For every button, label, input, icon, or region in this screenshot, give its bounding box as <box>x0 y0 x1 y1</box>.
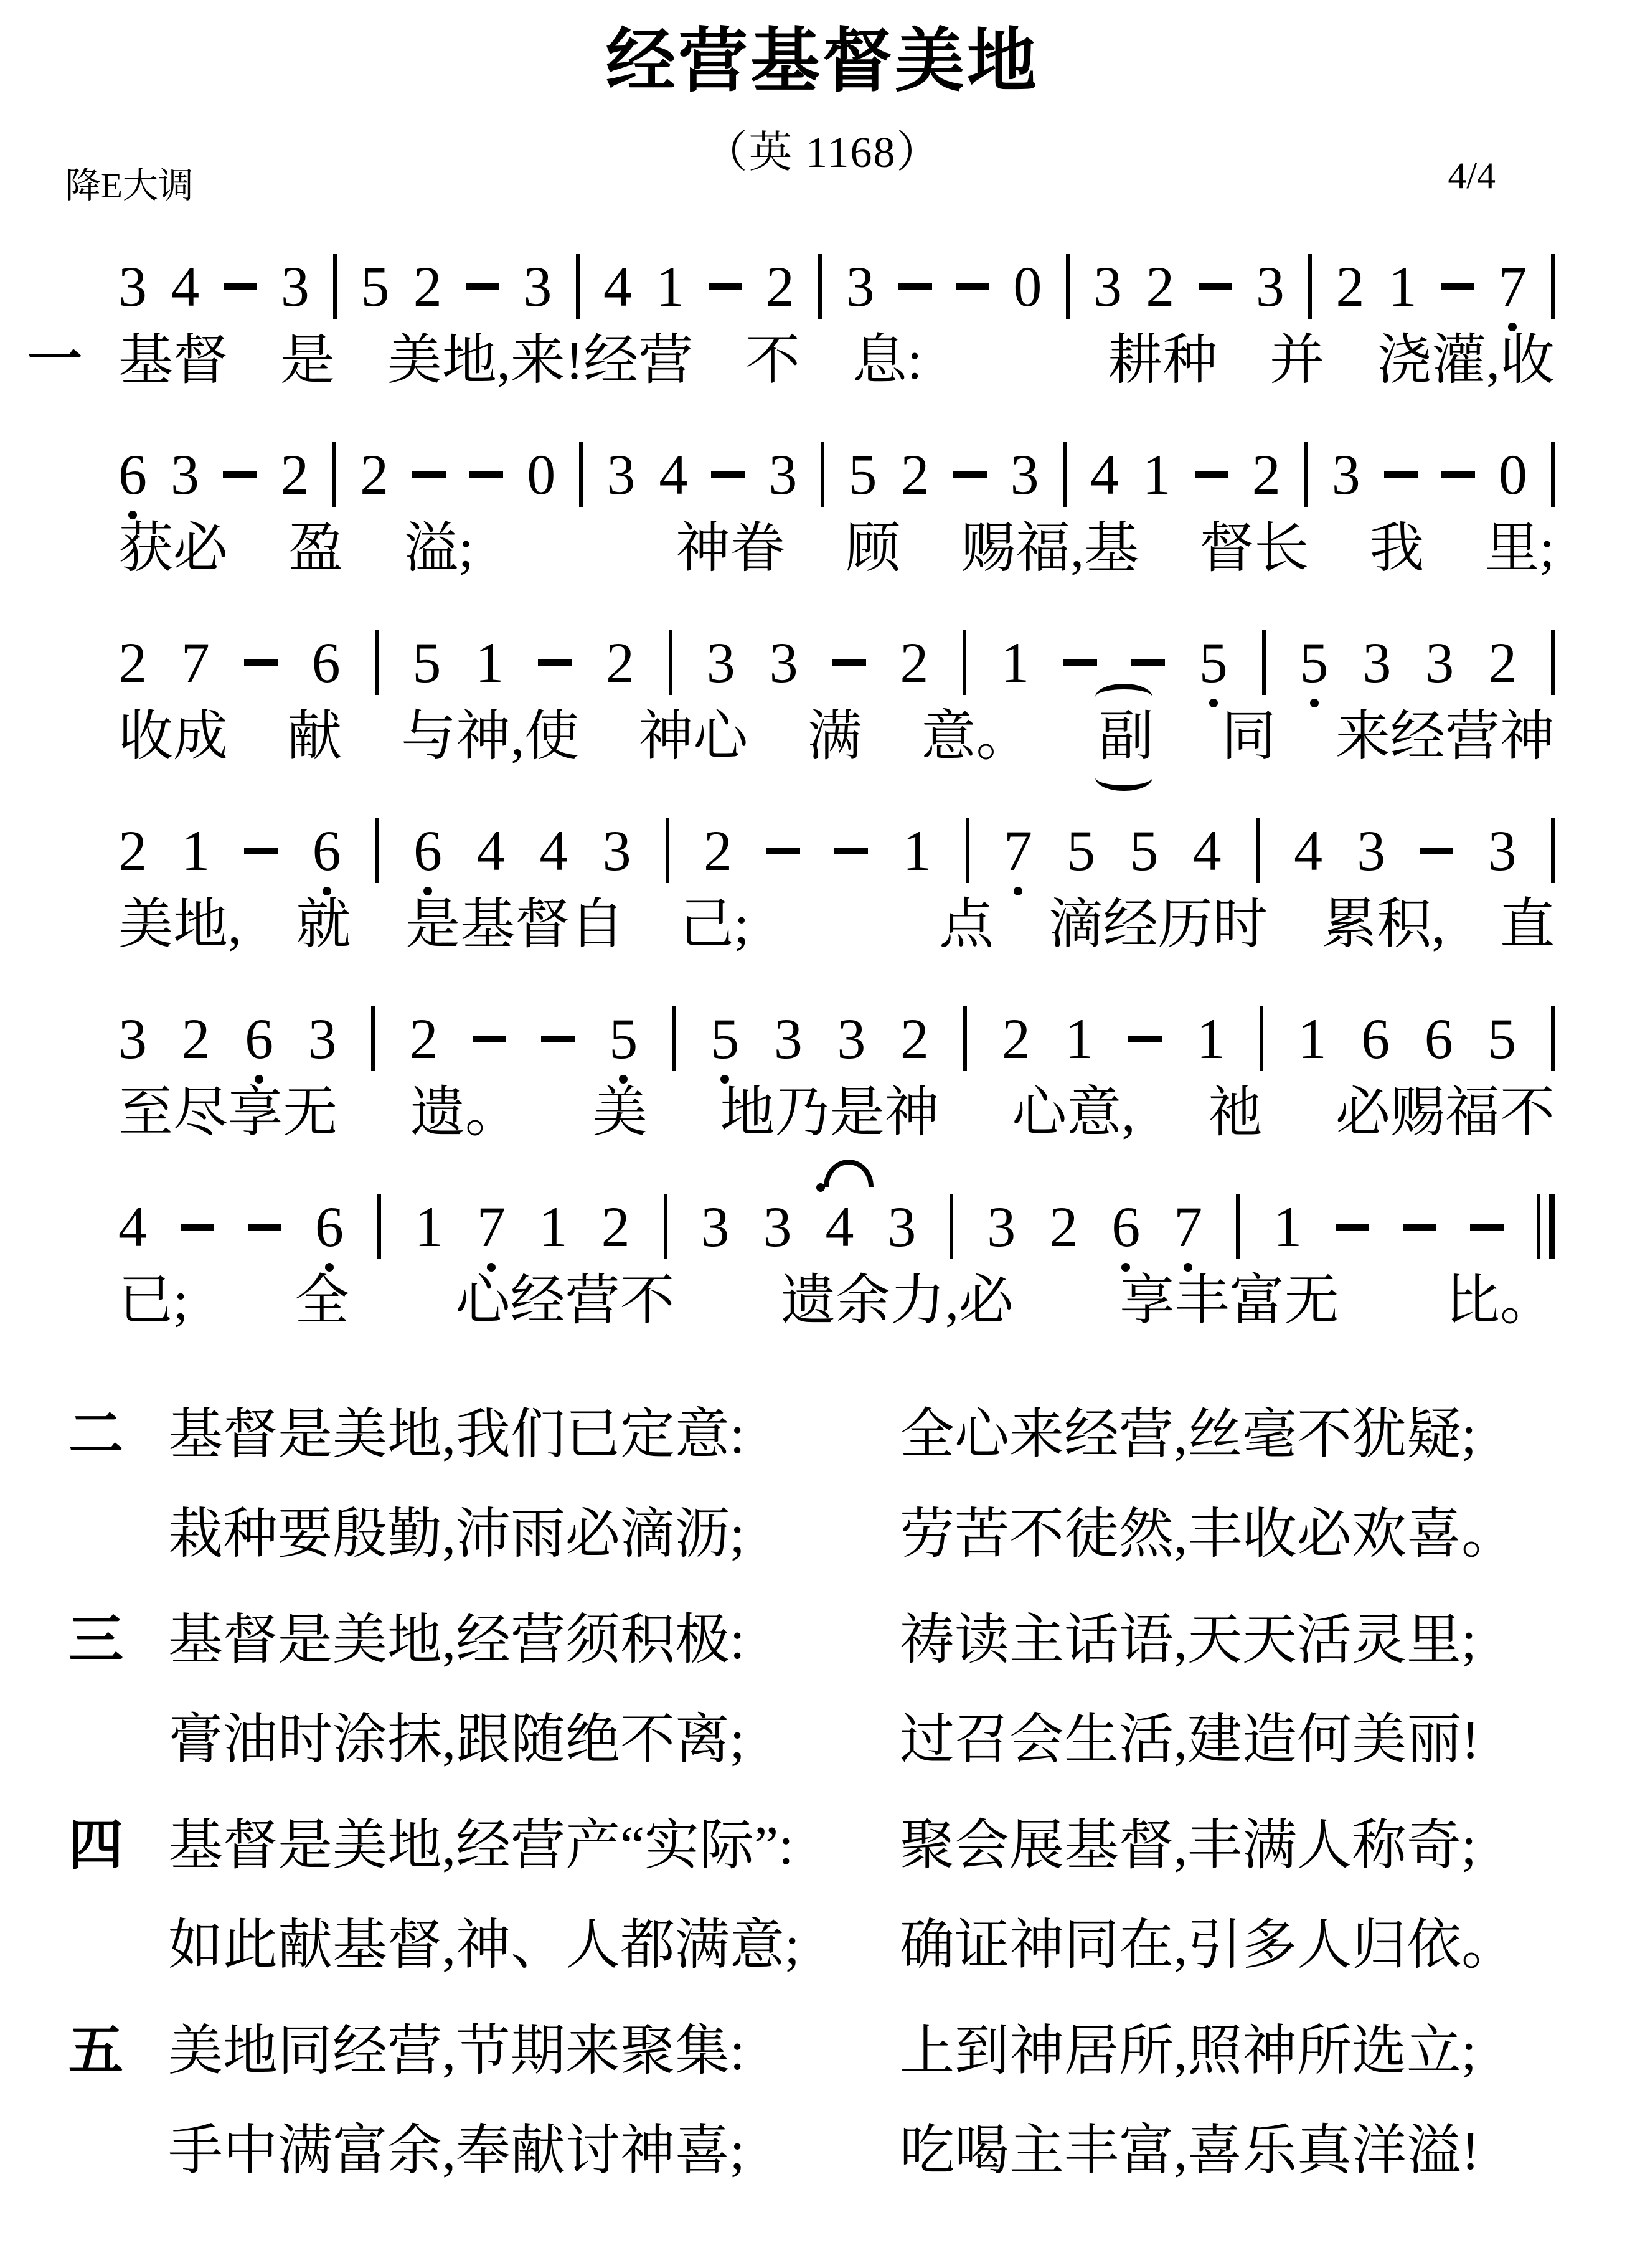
music-system <box>27 249 1555 399</box>
note: 2 <box>118 631 147 694</box>
barline <box>1256 818 1260 883</box>
note: 1 <box>1065 1007 1094 1070</box>
note: 4 <box>539 819 568 882</box>
note: 1 <box>414 1195 443 1259</box>
duration-dash <box>244 659 278 666</box>
note: 3 <box>1331 443 1360 506</box>
note: 2 <box>1001 1007 1030 1070</box>
note: 6 <box>1361 1007 1390 1070</box>
verse-phrase-left: 如此献基督,神、人都满意; <box>168 1916 800 1976</box>
note: 1 <box>1273 1195 1303 1259</box>
lyric-segment: 己; <box>679 894 750 955</box>
note: 6 <box>413 822 442 879</box>
slur-arc <box>824 1160 874 1187</box>
note: 2 <box>606 631 634 694</box>
note: 2 <box>360 443 389 506</box>
note: 2 <box>118 819 147 882</box>
note: 5 <box>609 1010 638 1067</box>
note: 3 <box>1255 255 1284 318</box>
note: 5 <box>1199 634 1228 691</box>
final-barline <box>1537 1194 1555 1259</box>
duration-dash <box>473 1036 506 1042</box>
note: 4 <box>171 255 200 318</box>
verse-phrase-left: 基督是美地,经营产“实际”: <box>168 1816 794 1876</box>
barline <box>579 442 583 507</box>
verse-phrase-left: 美地同经营,节期来聚集: <box>168 2021 745 2082</box>
stanza-marker: 三 <box>68 1610 124 1671</box>
lyric-segment: 献 <box>287 706 342 767</box>
verse-phrase-right: 祷读主话语,天天活灵里; <box>900 1610 1477 1671</box>
note: 3 <box>763 1195 792 1259</box>
note: 2 <box>1251 443 1281 506</box>
note: 1 <box>902 819 931 882</box>
lyric-segment: 直 <box>1499 894 1555 955</box>
note: 3 <box>602 819 631 882</box>
lyric-segment: 心经营不 <box>455 1270 675 1331</box>
lyric-segment: 是 <box>280 330 335 391</box>
lyric-segment: 美地,来!经营 <box>387 330 694 391</box>
lyrics-line <box>118 1076 1555 1151</box>
note: 7 <box>1004 822 1032 879</box>
note: 5 <box>710 1010 739 1067</box>
note: 5 <box>1129 819 1159 882</box>
lyric-segment: 督长 <box>1199 518 1309 579</box>
note: 7 <box>477 1198 506 1255</box>
barline <box>1262 630 1266 695</box>
barline <box>1308 254 1312 319</box>
barline <box>672 1006 676 1071</box>
note: 6 <box>118 446 147 503</box>
note: 1 <box>1298 1007 1327 1070</box>
note: 3 <box>887 1195 917 1259</box>
lyric-segment: 神心 <box>638 706 748 767</box>
barline <box>666 818 669 883</box>
lyric-segment: 同 <box>1221 706 1276 767</box>
lyric-segment: 来经营神 <box>1335 706 1555 767</box>
lyric-segment: 已; <box>118 1270 189 1331</box>
duration-dash <box>1336 1224 1369 1231</box>
barline <box>1551 630 1555 695</box>
note: 2 <box>1336 255 1365 318</box>
note: 1 <box>1142 443 1171 506</box>
duration-dash <box>469 471 503 478</box>
note: 1 <box>1388 255 1417 318</box>
lyric-segment: 并 <box>1270 330 1325 391</box>
note: 5 <box>412 631 441 694</box>
duration-dash <box>244 848 278 854</box>
lyric-segment: 心意, <box>1012 1082 1136 1143</box>
note: 3 <box>846 255 875 318</box>
verse-line <box>0 1809 1645 1884</box>
stanza-marker: 二 <box>68 1405 124 1465</box>
note: 2 <box>900 1007 929 1070</box>
note: 2 <box>601 1195 630 1259</box>
note: 4 <box>659 443 688 506</box>
verse-line <box>0 2015 1645 2089</box>
lyric-segment: 遗。 <box>410 1082 520 1143</box>
note: 2 <box>704 819 733 882</box>
duration-dash <box>832 659 866 666</box>
note: 4 <box>476 819 506 882</box>
note: 1 <box>1196 1007 1225 1070</box>
lyric-segment: 滴经历时 <box>1048 894 1268 955</box>
duration-dash <box>898 283 932 290</box>
note: 4 <box>1090 443 1119 506</box>
note: 1 <box>539 1195 568 1259</box>
duration-dash <box>1384 471 1418 478</box>
lyric-segment: 里; <box>1484 518 1555 579</box>
lyric-segment: 全 <box>294 1270 349 1331</box>
note: 7 <box>181 631 210 694</box>
note: 3 <box>280 255 309 318</box>
duration-dash <box>1195 471 1228 478</box>
music-system <box>118 1189 1555 1339</box>
barline <box>332 442 336 507</box>
note: 5 <box>1300 634 1329 691</box>
barline <box>950 1194 953 1259</box>
barline <box>1236 1194 1240 1259</box>
note: 3 <box>773 1007 803 1070</box>
hymn-title: 经营基督美地 <box>606 23 1039 100</box>
barline <box>1304 442 1308 507</box>
lyric-segment: 获必 <box>118 518 229 579</box>
barline <box>664 1194 667 1259</box>
notation-line <box>118 813 1555 888</box>
barline <box>963 1006 967 1071</box>
note: 2 <box>280 443 309 506</box>
lyric-segment: 基督 <box>118 330 229 391</box>
note: 0 <box>527 443 556 506</box>
duration-dash <box>1131 659 1165 666</box>
hymn-number: （英 1168） <box>704 129 941 177</box>
verse-phrase-right: 吃喝主丰富,喜乐真洋溢! <box>900 2121 1480 2181</box>
note: 6 <box>1424 1007 1453 1070</box>
duration-dash <box>1470 1224 1504 1231</box>
note: 2 <box>181 1007 210 1070</box>
lyric-segment: 浇灌,收 <box>1376 330 1555 391</box>
lyric-segment: 遗余力,必 <box>780 1270 1014 1331</box>
duration-dash <box>1128 1036 1162 1042</box>
duration-dash <box>412 471 446 478</box>
verse-line <box>0 1909 1645 1983</box>
duration-dash <box>709 283 742 290</box>
lyric-segment: 累积, <box>1322 894 1446 955</box>
duration-dash <box>223 471 257 478</box>
verse-phrase-right: 过召会生活,建造何美丽! <box>900 1710 1480 1770</box>
lyrics-line <box>118 512 1555 587</box>
lyrics-line <box>118 700 1555 775</box>
verse <box>0 1398 1645 1572</box>
music-system <box>118 813 1555 963</box>
barline <box>1260 1006 1263 1071</box>
lyrics-line <box>27 324 1555 399</box>
note: 1 <box>475 631 504 694</box>
note: 3 <box>523 255 552 318</box>
note: 2 <box>765 255 794 318</box>
lyrics-line <box>118 1264 1555 1339</box>
barline <box>375 630 379 695</box>
lyric-segment: 必赐福不 <box>1335 1082 1555 1143</box>
notation-line <box>118 625 1555 700</box>
lyric-segment: 点 <box>939 894 994 955</box>
music-system <box>118 437 1555 587</box>
music-systems <box>0 249 1645 1339</box>
key-signature: 降E大调 <box>65 166 194 206</box>
barline <box>1066 254 1070 319</box>
note: 7 <box>1498 258 1527 315</box>
note: 6 <box>245 1010 273 1067</box>
barline <box>821 442 824 507</box>
lyrics-line <box>118 888 1555 963</box>
note: 5 <box>848 443 877 506</box>
lyric-segment: 意。 <box>921 706 1031 767</box>
lyric-segment: 神眷 <box>675 518 785 579</box>
lyric-segment: 耕种 <box>1108 330 1218 391</box>
note: 3 <box>118 255 147 318</box>
verse-phrase-right: 全心来经营,丝毫不犹疑; <box>900 1405 1477 1465</box>
duration-dash <box>541 1036 575 1042</box>
note: 3 <box>118 1007 147 1070</box>
lyric-segment: 我 <box>1369 518 1425 579</box>
note: 3 <box>769 631 798 694</box>
verse <box>0 1604 1645 1778</box>
verse-line <box>0 1703 1645 1778</box>
barline <box>966 818 969 883</box>
stanza-marker: 一 <box>27 330 83 391</box>
barline <box>963 630 966 695</box>
note: 3 <box>837 1007 866 1070</box>
verse <box>0 2015 1645 2189</box>
note: 4 <box>118 1195 147 1259</box>
note: 3 <box>1357 819 1386 882</box>
lyric-segment: 美地, <box>118 894 242 955</box>
duration-dash <box>1441 283 1474 290</box>
barline <box>1551 442 1555 507</box>
note: 2 <box>1049 1195 1078 1259</box>
note: 4 <box>1192 819 1222 882</box>
note: 2 <box>1146 255 1175 318</box>
time-signature: 4/4 <box>1448 155 1496 196</box>
note: 1 <box>181 819 210 882</box>
note: 1 <box>1001 631 1030 694</box>
verse-phrase-left: 基督是美地,我们已定意: <box>168 1405 745 1465</box>
verse-phrase-left: 栽种要殷勤,沛雨必滴沥; <box>168 1505 745 1565</box>
note: 3 <box>706 631 735 694</box>
barline <box>818 254 822 319</box>
barline <box>333 254 337 319</box>
duration-dash <box>1199 283 1232 290</box>
barline <box>1551 1006 1555 1071</box>
note: 3 <box>1093 255 1122 318</box>
notation-line <box>118 1189 1555 1264</box>
note: 3 <box>606 443 636 506</box>
notation-line <box>118 249 1555 324</box>
lyric-segment: 美 <box>592 1082 648 1143</box>
music-system <box>118 1001 1555 1151</box>
notation-line <box>118 1001 1555 1076</box>
note: 0 <box>1498 443 1527 506</box>
note: 3 <box>171 443 200 506</box>
note: 2 <box>409 1007 438 1070</box>
verse-phrase-right: 确证神同在,引多人归依。 <box>900 1916 1517 1976</box>
barline <box>669 630 672 695</box>
note: 3 <box>768 443 798 506</box>
note: 4 <box>825 1198 854 1255</box>
note: 5 <box>1067 819 1096 882</box>
lyric-segment: 盈 <box>288 518 344 579</box>
lyric-segment: 溢; <box>403 518 474 579</box>
note: 4 <box>603 255 632 318</box>
lyric-segment: 不 <box>745 330 801 391</box>
barline <box>371 1006 375 1071</box>
verse-line <box>0 1604 1645 1678</box>
barline <box>1551 818 1555 883</box>
note: 3 <box>1487 819 1517 882</box>
lyric-segment: 比。 <box>1445 1270 1555 1331</box>
verse-line <box>0 2114 1645 2189</box>
duration-dash <box>466 283 499 290</box>
note: 3 <box>1010 443 1039 506</box>
verse-phrase-right: 劳苦不徒然,丰收必欢喜。 <box>900 1505 1517 1565</box>
note: 5 <box>361 255 390 318</box>
duration-dash <box>834 848 868 854</box>
duration-dash <box>953 471 987 478</box>
note: 2 <box>900 443 930 506</box>
duration-dash <box>1403 1224 1436 1231</box>
lyric-segment: 收成 <box>118 706 229 767</box>
note: 6 <box>311 631 341 694</box>
note: 2 <box>1488 631 1517 694</box>
lyric-segment: 至尽享无 <box>118 1082 338 1143</box>
verse-phrase-left: 基督是美地,经营须积极: <box>168 1610 745 1671</box>
barline <box>375 818 379 883</box>
note: 3 <box>1425 631 1454 694</box>
lyric-segment: 享丰富无 <box>1119 1270 1339 1331</box>
verse-phrase-right: 聚会展基督,丰满人称奇; <box>900 1816 1477 1876</box>
note: 3 <box>1362 631 1392 694</box>
duration-dash <box>248 1224 281 1231</box>
duration-dash <box>1441 471 1475 478</box>
note: 1 <box>656 255 685 318</box>
duration-dash <box>766 848 800 854</box>
note: 6 <box>1111 1198 1140 1255</box>
sheet-header <box>0 0 1645 215</box>
note: 3 <box>308 1007 337 1070</box>
duration-dash <box>181 1224 214 1231</box>
note: 0 <box>1013 255 1042 318</box>
note: 3 <box>700 1195 730 1259</box>
verse-phrase-left: 手中满富余,奉献讨神喜; <box>168 2121 745 2181</box>
lyric-segment: 就 <box>296 894 351 955</box>
duration-dash <box>538 659 572 666</box>
note: 3 <box>987 1195 1016 1259</box>
note: 2 <box>900 631 929 694</box>
verse-line <box>0 1398 1645 1473</box>
barline <box>576 254 580 319</box>
lyric-segment: 地乃是神 <box>720 1082 940 1143</box>
lyric-segment: 息: <box>852 330 923 391</box>
verse <box>0 1809 1645 1983</box>
lyric-segment: 是基督自 <box>405 894 625 955</box>
lyric-segment: 赐福,基 <box>961 518 1139 579</box>
verse-line <box>0 1498 1645 1572</box>
note: 6 <box>315 1198 344 1255</box>
verse-phrase-left: 膏油时涂抹,跟随绝不离; <box>168 1710 745 1770</box>
stanza-marker: 四 <box>68 1816 124 1876</box>
note: 6 <box>313 822 341 879</box>
lyric-segment: 祂 <box>1208 1082 1263 1143</box>
duration-dash <box>224 283 257 290</box>
duration-dash <box>711 471 745 478</box>
verse-stanzas <box>0 1398 1645 2189</box>
verse-phrase-right: 上到神居所,照神所选立; <box>900 2021 1477 2082</box>
duration-dash <box>1063 659 1097 666</box>
barline <box>377 1194 381 1259</box>
lyric-segment: 满 <box>807 706 862 767</box>
refrain-marker: 副 <box>1098 706 1154 767</box>
duration-dash <box>956 283 989 290</box>
note: 5 <box>1487 1007 1517 1070</box>
note: 4 <box>1294 819 1323 882</box>
lyric-segment: 顾 <box>846 518 901 579</box>
barline <box>1063 442 1067 507</box>
note: 7 <box>1174 1198 1202 1255</box>
notation-line <box>118 437 1555 512</box>
lyric-segment: 与神,使 <box>401 706 580 767</box>
barline <box>1551 254 1555 319</box>
music-system <box>118 625 1555 775</box>
note: 2 <box>413 255 442 318</box>
stanza-marker: 五 <box>68 2021 124 2082</box>
duration-dash <box>1420 848 1453 854</box>
